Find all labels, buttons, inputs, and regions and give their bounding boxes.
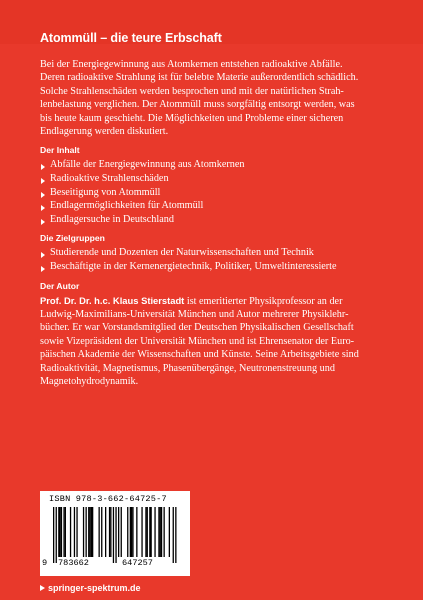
barcode-bar (173, 507, 174, 563)
barcode-bar (118, 507, 119, 557)
barcode-bar (147, 507, 148, 557)
author-line: sowie Vizepräsident der Universität München und ist Ehrensenator der Euro- (40, 335, 355, 347)
barcode-box (40, 491, 190, 576)
barcode-bar (127, 507, 128, 557)
intro-line: Endlagerung werden diskutiert. (40, 126, 169, 138)
barcode-bar (61, 507, 62, 557)
author-first-line-rest: ist emeritierter Physikprofessor an der (184, 295, 343, 307)
barcode-bar (131, 507, 132, 557)
barcode-bars (48, 507, 182, 563)
barcode-bar (141, 507, 142, 557)
barcode-bar (65, 507, 66, 557)
website-label: springer-spektrum.de (48, 583, 141, 593)
barcode-bar (110, 507, 111, 557)
barcode-bar (121, 507, 122, 557)
list-item: Abfälle der Energiegewinnung aus Atomkernen (40, 158, 388, 172)
barcode-bar (99, 507, 100, 557)
barcode-bar (74, 507, 75, 557)
list-item: Endlagermöglichkeiten für Atommüll (40, 199, 388, 213)
author-first-line (40, 294, 388, 308)
barcode-bar (164, 507, 165, 557)
isbn-label: ISBN 978-3-662-64725-7 (49, 494, 167, 504)
back-cover-text (40, 58, 388, 388)
barcode-bar (76, 507, 77, 557)
book-title: Atommüll – die teure Erbschaft (40, 31, 222, 45)
barcode-bar (88, 507, 89, 557)
list-item: Studierende und Dozenten der Naturwissenschaften und Technik (40, 246, 388, 260)
barcode-bar (89, 507, 90, 557)
arrow-right-icon (40, 585, 45, 591)
author-line: Magnetohydrodynamik. (40, 376, 139, 388)
author-line: Ludwig-Maximilians-Universität München und Autor mehrerer Physiklehr- (40, 309, 349, 320)
author-line: päischen Akademie der Wissenschaften und Künste. Seine Arbeitsgebiete sind (40, 349, 359, 361)
barcode-bar (169, 507, 170, 557)
list-item: Beseitigung von Atommüll (40, 186, 388, 200)
intro-line: bis heute kaum geschieht. Die Möglichkeiten und Probleme einer sicheren (40, 112, 344, 124)
barcode-bar (58, 507, 59, 557)
barcode-bar (113, 507, 114, 563)
autor-heading: Der Autor (40, 280, 80, 291)
barcode-left-group: 783662 (58, 558, 89, 568)
barcode-first-digit: 9 (42, 558, 48, 568)
barcode-right-group: 647257 (122, 558, 153, 568)
intro-line: Deren radioaktive Strahlung ist für belebte Materie außerordentlich schädlich. (40, 72, 359, 84)
author-name: Prof. Dr. Dr. h.c. Klaus Stierstadt (40, 294, 185, 306)
intro-line: lenbelastung verglichen. Der Atommüll muss sorgfältig entsorgt werden, was (40, 99, 355, 111)
list-item: Beschäftigte in der Kernenergietechnik, Politiker, Umweltinteressierte (40, 260, 388, 274)
inhalt-heading: Der Inhalt (40, 145, 80, 156)
author-bio (40, 294, 388, 389)
publisher-website[interactable] (40, 583, 141, 593)
barcode-bar (63, 507, 64, 557)
barcode-bar (105, 507, 106, 557)
barcode-bar (60, 507, 61, 557)
barcode-bar (145, 507, 146, 557)
intro-paragraph (40, 58, 388, 138)
barcode-bar (158, 507, 159, 557)
barcode-bar (175, 507, 176, 563)
barcode-bar (149, 507, 150, 557)
list-item: Endlagersuche in Deutschland (40, 213, 388, 227)
barcode-bar (151, 507, 152, 557)
author-line: Radioaktivität, Magnetismus, Phasenübergänge, Neutronenstreuung und (40, 362, 335, 374)
barcode-bar (109, 507, 110, 557)
barcode-bar (56, 507, 57, 563)
barcode-bar (161, 507, 162, 557)
barcode-bar (160, 507, 161, 557)
barcode-bar (91, 507, 92, 557)
inhalt-list (40, 158, 388, 226)
barcode-bar (154, 507, 155, 557)
intro-line: Bei der Energiegewinnung aus Atomkernen entstehen radioaktive Abfälle. (40, 59, 343, 70)
barcode-bar (132, 507, 133, 557)
list-item: Radioaktive Strahlenschäden (40, 172, 388, 186)
zielgruppen-heading: Die Zielgruppen (40, 233, 105, 244)
author-line: bücher. Er war Vorstandsmitglied der Deutschen Physikalischen Gesellschaft (40, 322, 354, 334)
zielgruppen-list (40, 246, 388, 273)
barcode-bar (83, 507, 84, 557)
barcode-bar (136, 507, 137, 557)
barcode-bar (130, 507, 131, 557)
barcode-bar (53, 507, 54, 563)
barcode-bar (101, 507, 102, 557)
barcode-bar (115, 507, 116, 563)
barcode-bar (86, 507, 87, 557)
barcode-bar (70, 507, 71, 557)
intro-line: Solche Strahlenschäden werden besprochen und mit der natürlichen Strah- (40, 85, 344, 97)
barcode-bar (92, 507, 93, 557)
